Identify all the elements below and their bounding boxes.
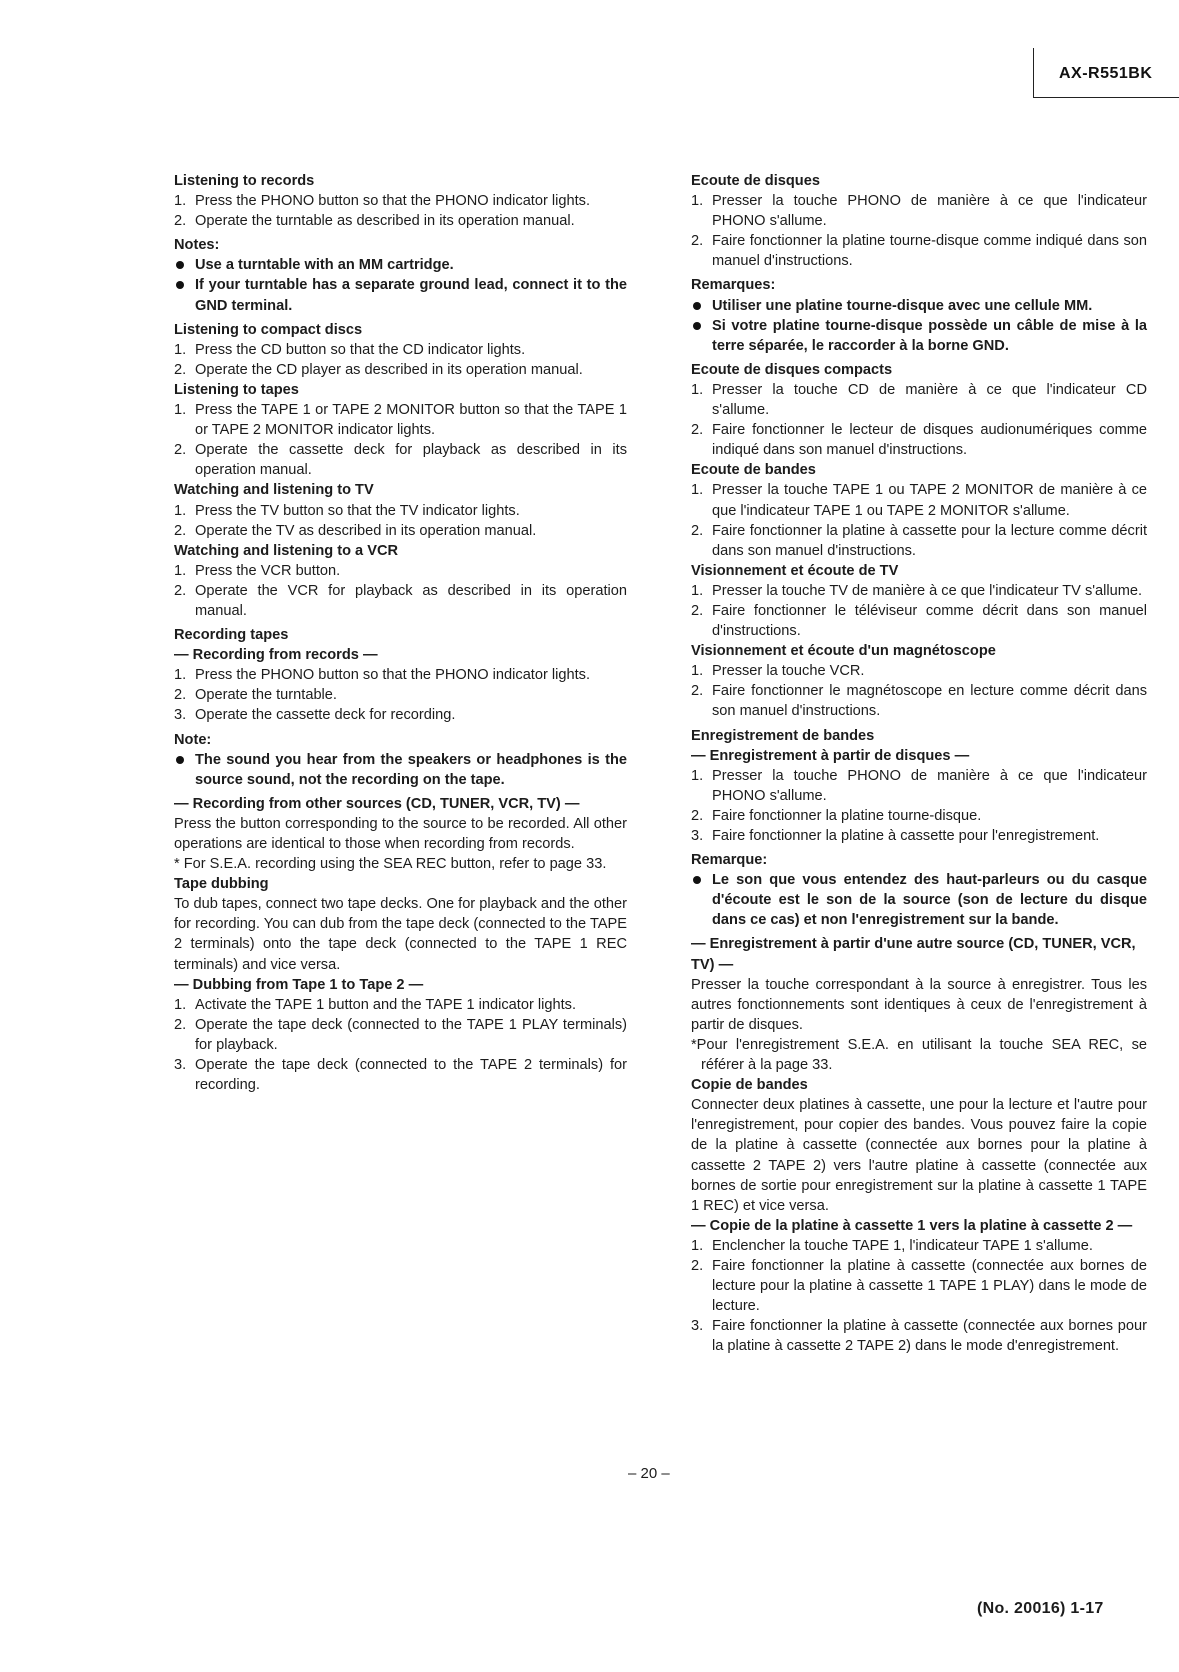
- list-item: 2. Faire fonctionner le téléviseur comme décrit dans son manuel d'instructions.: [691, 602, 1147, 640]
- item-number: 1.: [174, 341, 187, 358]
- list-item: 3. Operate the tape deck (connected to the TAPE 2 terminals) for recording.: [174, 1057, 627, 1094]
- english-column: [174, 171, 627, 1095]
- bullet-icon: [176, 261, 184, 269]
- item-number: 2.: [174, 522, 187, 539]
- bullet-list: [691, 870, 1147, 930]
- list-item: 1. Press the PHONO button so that the PHONO indicator lights.: [174, 665, 627, 685]
- item-number: 2.: [691, 1257, 704, 1274]
- section-heading: Recording tapes: [174, 627, 289, 644]
- subheading: — Enregistrement à partir de disques —: [691, 747, 970, 764]
- note-item: [174, 750, 627, 790]
- footnote: *Pour l'enregistrement S.E.A. en utilisant la touche SEA REC, se référer à la page 33.: [691, 1036, 1147, 1074]
- item-number: 2.: [691, 233, 704, 250]
- numbered-list: [691, 380, 1147, 460]
- list-item: 2. Operate the VCR for playback as described in its operation manual.: [174, 582, 627, 619]
- section-heading: Tape dubbing: [174, 876, 269, 893]
- note-text: The sound you hear from the speakers or headphones is the source sound, not the recording on the tape.: [195, 751, 627, 788]
- bullet-icon: [693, 302, 701, 310]
- numbered-list: [174, 995, 627, 1095]
- numbered-list: [174, 340, 627, 380]
- paragraph: Presser la touche correspondant à la source à enregistrer. Tous les autres fonctionnements sont identiques à ceux de l'enregistrement à partir de disques.: [691, 976, 1147, 1033]
- list-item: 3. Faire fonctionner la platine à cassette pour l'enregistrement.: [691, 826, 1147, 846]
- section-heading: Visionnement et écoute d'un magnétoscope: [691, 643, 996, 660]
- subheading: — Copie de la platine à cassette 1 vers la platine à cassette 2 —: [691, 1217, 1133, 1234]
- bullet-list: [174, 750, 627, 790]
- bullet-list: [174, 255, 627, 315]
- list-item: 2. Faire fonctionner le lecteur de disques audionumériques comme indiqué dans son manuel d'instructions.: [691, 422, 1147, 459]
- item-number: 2.: [174, 687, 187, 704]
- paragraph: To dub tapes, connect two tape decks. One for playback and the other for recording. You can dub from the tape deck (connected to the TAPE 2 terminals) onto the tape deck (connected to the TAPE 1 REC terminals) and vice versa.: [174, 896, 627, 973]
- item-number: 3.: [691, 828, 704, 844]
- list-item: 1. Presser la touche CD de manière à ce que l'indicateur CD s'allume.: [691, 381, 1147, 419]
- item-number: 2.: [691, 602, 704, 619]
- list-item: 3. Faire fonctionner la platine à cassette (connectée aux bornes pour la platine à cassette 2 TAPE 2) dans le mode d'enregistrement.: [691, 1318, 1147, 1355]
- list-item: 1. Press the VCR button.: [174, 561, 627, 581]
- note-heading: Note:: [174, 731, 212, 748]
- list-item: 3. Operate the cassette deck for recording.: [174, 705, 627, 725]
- note-text: If your turntable has a separate ground lead, connect it to the GND terminal.: [195, 277, 627, 314]
- item-number: 1.: [691, 767, 704, 784]
- item-number: 1.: [174, 402, 187, 419]
- numbered-list: [691, 581, 1147, 641]
- numbered-list: [691, 766, 1147, 846]
- numbered-list: [174, 665, 627, 725]
- bullet-list: [691, 296, 1147, 356]
- section-heading: Visionnement et écoute de TV: [691, 562, 899, 579]
- section-heading: Watching and listening to TV: [174, 482, 374, 499]
- item-number: 2.: [691, 422, 704, 439]
- bullet-icon: [693, 322, 701, 330]
- list-item: 1. Presser la touche TV de manière à ce que l'indicateur TV s'allume.: [691, 581, 1147, 601]
- note-item: [691, 296, 1147, 316]
- section-heading: Copie de bandes: [691, 1077, 808, 1094]
- list-item: 2. Operate the cassette deck for playback as described in its operation manual.: [174, 442, 627, 479]
- numbered-list: [174, 561, 627, 621]
- list-item: 2. Faire fonctionner la platine tourne-disque.: [691, 806, 1147, 826]
- bullet-icon: [176, 756, 184, 764]
- list-item: 2. Faire fonctionner le magnétoscope en lecture comme décrit dans son manuel d'instructions.: [691, 683, 1147, 720]
- item-number: 1.: [691, 663, 704, 680]
- list-item: 1. Press the CD button so that the CD indicator lights.: [174, 340, 627, 360]
- document-reference: (No. 20016) 1-17: [977, 1600, 1104, 1617]
- bullet-icon: [176, 281, 184, 289]
- list-item: 2. Faire fonctionner la platine à cassette pour la lecture comme décrit dans son manuel d'instructions.: [691, 522, 1147, 559]
- bullet-icon: [693, 876, 701, 884]
- subheading: — Enregistrement à partir d'une autre source (CD, TUNER, VCR, TV) —: [691, 936, 1136, 973]
- note-text: Utiliser une platine tourne-disque avec une cellule MM.: [712, 297, 1093, 314]
- list-item: 1. Enclencher la touche TAPE 1, l'indicateur TAPE 1 s'allume.: [691, 1236, 1147, 1256]
- item-number: 3.: [691, 1318, 704, 1335]
- section-heading: Watching and listening to a VCR: [174, 542, 399, 559]
- item-number: 1.: [174, 562, 187, 579]
- model-number: AX-R551BK: [1059, 65, 1153, 82]
- item-number: 3.: [174, 707, 187, 724]
- french-column: [691, 171, 1147, 1356]
- list-item: 2. Operate the TV as described in its operation manual.: [174, 521, 627, 541]
- subheading: — Dubbing from Tape 1 to Tape 2 —: [174, 976, 424, 993]
- item-number: 1.: [691, 482, 704, 499]
- item-number: 1.: [174, 193, 187, 210]
- subheading: — Recording from other sources (CD, TUNER, VCR, TV) —: [174, 795, 580, 812]
- list-item: 1. Press the TAPE 1 or TAPE 2 MONITOR button so that the TAPE 1 or TAPE 2 MONITOR indicator lights.: [174, 402, 627, 439]
- subheading: — Recording from records —: [174, 647, 378, 664]
- item-number: 2.: [174, 582, 187, 599]
- list-item: 2. Faire fonctionner la platine tourne-disque comme indiqué dans son manuel d'instructions.: [691, 233, 1147, 270]
- list-item: 2. Operate the turntable.: [174, 685, 627, 705]
- numbered-list: [174, 191, 627, 231]
- numbered-list: [691, 191, 1147, 271]
- paragraph: Press the button corresponding to the source to be recorded. All other operations are identical to those when recording from records.: [174, 815, 627, 852]
- numbered-list: [691, 480, 1147, 560]
- section-heading: Enregistrement de bandes: [691, 727, 875, 744]
- list-item: 1. Presser la touche PHONO de manière à ce que l'indicateur PHONO s'allume.: [691, 767, 1147, 804]
- item-number: 2.: [691, 807, 704, 824]
- item-number: 2.: [691, 683, 704, 700]
- item-number: 2.: [174, 213, 187, 230]
- section-heading: Listening to compact discs: [174, 321, 363, 338]
- item-number: 1.: [691, 1237, 704, 1254]
- paragraph: Connecter deux platines à cassette, une pour la lecture et l'autre pour l'enregistrement, pour copier des bandes. Vous pouvez faire la copie de la platine à cassette (connectée aux bornes pour la platine à cassette 2 TAPE 2) vers l'autre platine à cassette (connectée aux bornes de sortie pour enregistrement sur la platine à cassette 1 TAPE 1 REC) et vice versa.: [691, 1097, 1147, 1214]
- item-number: 1.: [691, 582, 704, 599]
- section-heading: Ecoute de disques compacts: [691, 361, 893, 378]
- section-heading: Ecoute de bandes: [691, 462, 816, 479]
- notes-heading: Remarques:: [691, 277, 776, 294]
- section-heading: Listening to records: [174, 173, 315, 189]
- numbered-list: [174, 501, 627, 541]
- page-number: – 20 –: [628, 1465, 670, 1482]
- numbered-list: [691, 661, 1147, 721]
- list-item: 1. Press the PHONO button so that the PHONO indicator lights.: [174, 191, 627, 211]
- item-number: 2.: [174, 442, 187, 459]
- notes-heading: Notes:: [174, 237, 220, 254]
- list-item: 1. Presser la touche PHONO de manière à ce que l'indicateur PHONO s'allume.: [691, 193, 1147, 230]
- item-number: 1.: [691, 381, 704, 398]
- item-number: 2.: [174, 361, 187, 378]
- list-item: 1. Activate the TAPE 1 button and the TAPE 1 indicator lights.: [174, 995, 627, 1015]
- note-item: [691, 316, 1147, 356]
- item-number: 1.: [691, 193, 704, 210]
- list-item: 2. Operate the tape deck (connected to the TAPE 1 PLAY terminals) for playback.: [174, 1016, 627, 1053]
- note-heading: Remarque:: [691, 852, 768, 869]
- note-text: Si votre platine tourne-disque possède un câble de mise à la terre séparée, le raccorder à la borne GND.: [712, 317, 1147, 354]
- note-item: [691, 870, 1147, 930]
- note-item: [174, 275, 627, 315]
- list-item: 2. Operate the CD player as described in its operation manual.: [174, 360, 627, 380]
- numbered-list: [691, 1236, 1147, 1357]
- list-item: 1. Press the TV button so that the TV indicator lights.: [174, 501, 627, 521]
- list-item: 2. Faire fonctionner la platine à cassette (connectée aux bornes de lecture pour la platine à cassette 1 TAPE 1 PLAY) dans le mode de lecture.: [691, 1257, 1147, 1315]
- item-number: 1.: [174, 667, 187, 684]
- list-item: 1. Presser la touche TAPE 1 ou TAPE 2 MONITOR de manière à ce que l'indicateur TAPE 1 ou TAPE 2 MONITOR s'allume.: [691, 482, 1147, 519]
- item-number: 1.: [174, 502, 187, 519]
- footnote: * For S.E.A. recording using the SEA REC button, refer to page 33.: [174, 856, 607, 873]
- item-number: 1.: [174, 996, 187, 1013]
- item-number: 2.: [691, 522, 704, 539]
- numbered-list: [174, 400, 627, 480]
- list-item: 2. Operate the turntable as described in its operation manual.: [174, 211, 627, 231]
- item-number: 2.: [174, 1016, 187, 1033]
- note-text: Le son que vous entendez des haut-parleurs ou du casque d'écoute est le son de la source (son de lecture du disque dans ce cas) et non l'enregistrement sur la bande.: [712, 872, 1147, 929]
- section-heading: Ecoute de disques: [691, 173, 820, 189]
- list-item: 1. Presser la touche VCR.: [691, 661, 1147, 681]
- note-item: [174, 255, 627, 275]
- section-heading: Listening to tapes: [174, 381, 299, 398]
- item-number: 3.: [174, 1057, 187, 1074]
- note-text: Use a turntable with an MM cartridge.: [195, 257, 454, 274]
